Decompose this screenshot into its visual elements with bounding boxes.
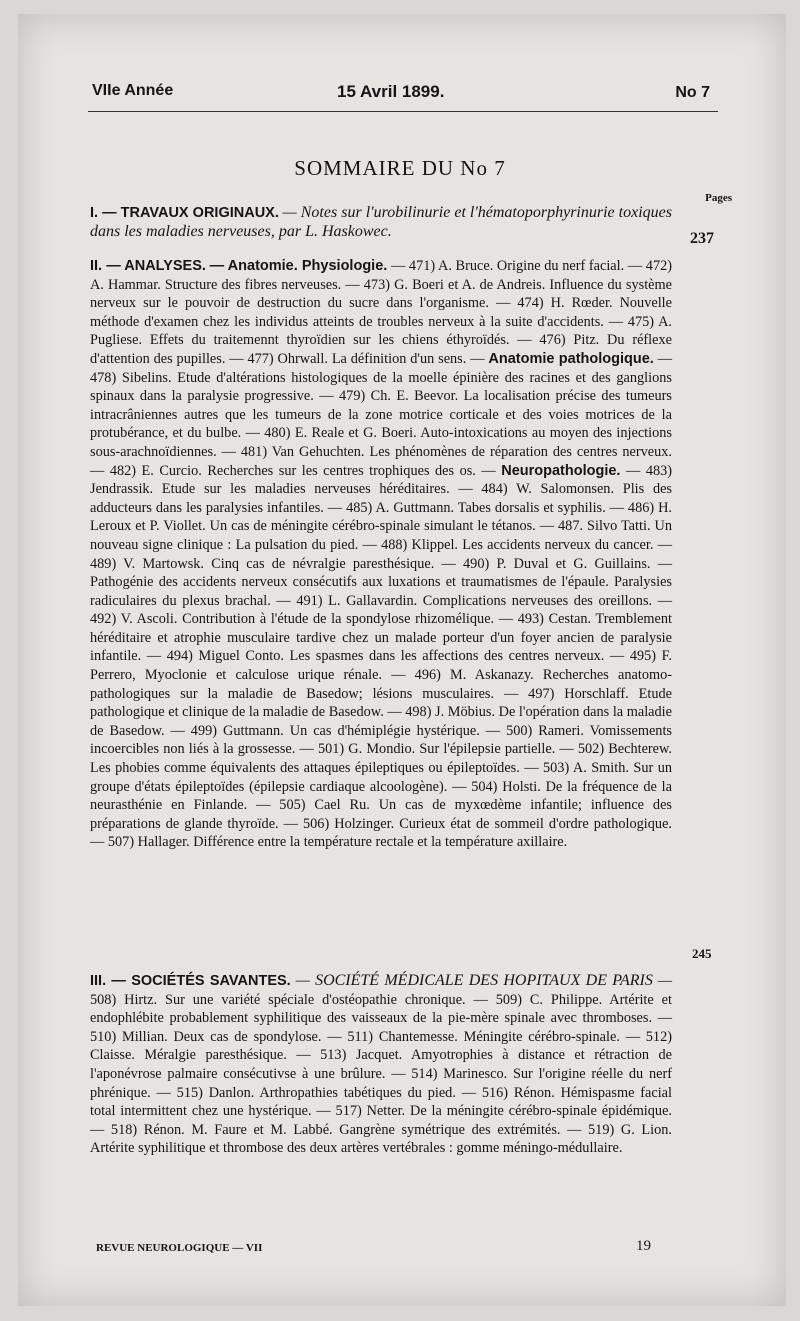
footer — [96, 1238, 656, 1254]
society-name: — SOCIÉTÉ MÉDICALE DES HOPITAUX DE PARIS — [295, 972, 653, 989]
section-text: — 478) Sibelins. Etude d'altérations histologiques de la moelle épinière des racines et des ganglions spinaux dans la paralysie progressive. — 479) Ch. E. Beevor. La localisation précise des tumeurs intracrâniennes autres que les tumeurs de la zone motrice corticale et des voies motrices de la protubérance, et du bulbe. — 480) E. Reale et G. Boeri. Auto-intoxications au moyen des injections sous-arachnoïdiennes. — 481) Van Gehuchten. Les phénomènes de réparation des centres nerveux. — 482) E. Curcio. Recherches sur les centres trophiques des os. — — [90, 350, 672, 479]
section-label: III. — SOCIÉTÉS SAVANTES. — [90, 973, 291, 989]
section-text: — Notes sur l'urobilinurie et l'hématoporphyrinurie toxiques dans les maladies nerveuses, par L. Haskowec. — [90, 204, 673, 240]
section-text: — 508) Hirtz. Sur une variété spéciale d'ostéopathie chronique. — 509) C. Philippe. Artérite et endophlébite probablement syphilitique des vaisseaux de la pie-mère spinale avec thromboses. — 510) Millian. Deux cas de spondylose. — 511) Chantemesse. Méningite cérébro-spinale. — 512) Claisse. Méralgie paresthésique. — 513) Jacquet. Amyotrophies à distance et rétraction de l'aponévrose palmaire consécutivse à une brûlure. — 514) Marinesco. Sur l'origine réelle du nerf phrénique. — 515) Danlon. Arthropathies tabétiques du pied. — 516) Rénon. Hémispasme facial total intermittent chez une hystérique. — 517) Netter. De la méningite cérébro-spinale épidémique. — 518) Rénon. M. Faure et M. Labbé. Gangrène symétrique des extrémités. — 519) G. Lion. Artérite syphilitique et thrombose des deux artères vertébrales : gomme méningo-médullaire. — [90, 973, 672, 1157]
section-societes-savantes — [90, 972, 672, 1158]
pages-column-label: Pages — [705, 192, 732, 204]
page-ref-237: 237 — [690, 230, 714, 247]
rubric-anatomie-pathologique: Anatomie pathologique. — [488, 350, 654, 367]
issue-year: VIIe Année — [92, 82, 174, 99]
section-label: I. — TRAVAUX ORIGINAUX. — [90, 205, 279, 221]
rubric-anatomie-physiologie: — Anatomie. Physiologie. — [209, 258, 388, 274]
section-text: — 471) A. Bruce. Origine du nerf facial. — 472) A. Hammar. Structure des fibres nerveuses. — 473) G. Boeri et A. de Andreis. Influence du système nerveux sur le pouvoir de destruction du sucre dans l'organisme. — 474) H. Rœder. Nouvelle méthode d'examen chez les individus atteints de troubles nerveux à la suite d'accidents. — 475) A. Pugliese. Effets du traitemennt thyroïdien sur les chiens éthyroïdés. — 476) Pitz. Du réflexe d'attention des pupilles. — 477) Ohrwall. La définition d'un sens. — — [90, 258, 673, 367]
running-head — [92, 78, 712, 104]
section-analyses — [90, 257, 672, 852]
section-label: II. — ANALYSES. — [90, 258, 206, 274]
header-rule — [88, 111, 718, 112]
page-title: SOMMAIRE DU No 7 — [294, 156, 506, 180]
rubric-neuropathologie: Neuropathologie. — [501, 462, 621, 479]
folio: 19 — [636, 1238, 651, 1254]
section-travaux-originaux — [90, 204, 672, 241]
page-ref-245: 245 — [692, 946, 712, 961]
issue-number: No 7 — [675, 84, 710, 101]
issue-date: 15 Avril 1899. — [337, 82, 445, 101]
signature-mark: REVUE NEUROLOGIQUE — VII — [96, 1242, 263, 1254]
section-text: — 483) Jendrassik. Etude sur les maladies nerveuses héréditaires. — 484) W. Salomonsen. Plis des adducteurs dans les paralysies infantiles. — 485) A. Guttmann. Tabes dorsalis et syphilis. — 486) H. Leroux et P. Viollet. Un cas de méningite cérébro-spinale simulant le tétanos. — 487. Silvo Tatti. Un nouveau signe clinique : La pulsation du pied. — 488) Klippel. Les accidents nerveux du cancer. — 489) V. Martowsk. Cinq cas de névralgie paresthésique. — 490) P. Duval et G. Guillains. — Pathogénie des accidents nerveux consécutifs aux luxations et traumatismes de l'épaule. Paralysies radiculaires du plexus brachal. — 491) L. Gallavardin. Complications nerveuses des oreillons. — 492) V. Ascoli. Contribution à l'étude de la spondylose rhizomélique. — 493) Cestan. Tremblement héréditaire et atrophie musculaire tardive chez un malade porteur d'un foyer ancien de paralysie infantile. — 494) Miguel Conto. Les spasmes dans les affections des centres nerveux. — 495) F. Perrero, Myoclonie et calculose urique rénale. — 496) M. Askanazy. Recherches anatomo-pathologiques sur la maladie de Basedow; lésions musculaires. — 497) Horschlaff. Etude pathologique et clinique de la maladie de Basedow. — 498) J. Möbius. De l'opération dans la maladie de Basedow. — 499) Guttmann. Un cas d'hémiplégie hystérique. — 500) Rameri. Vomissements incoercibles non liés à la grossesse. — 501) G. Mondio. Sur l'épilepsie partielle. — 502) Bechterew. Les phobies comme équivalents des attaques épileptiques ou épileptoïdes. — 503) A. Smith. Sur un groupe d'états épileptoïdes (épilepsie cardiaque alcoologène). — 504) Holsti. De la fréquence de la neurasthénie en Finlande. — 505) Cael Ru. Un cas de myxœdème infantile; influence des préparations de glande thyroïde. — 506) Holzinger. Curieux état de sommeil d'ordre pathologique. — 507) Hallager. Différence entre la température rectale et la température axillaire. — [90, 462, 673, 851]
